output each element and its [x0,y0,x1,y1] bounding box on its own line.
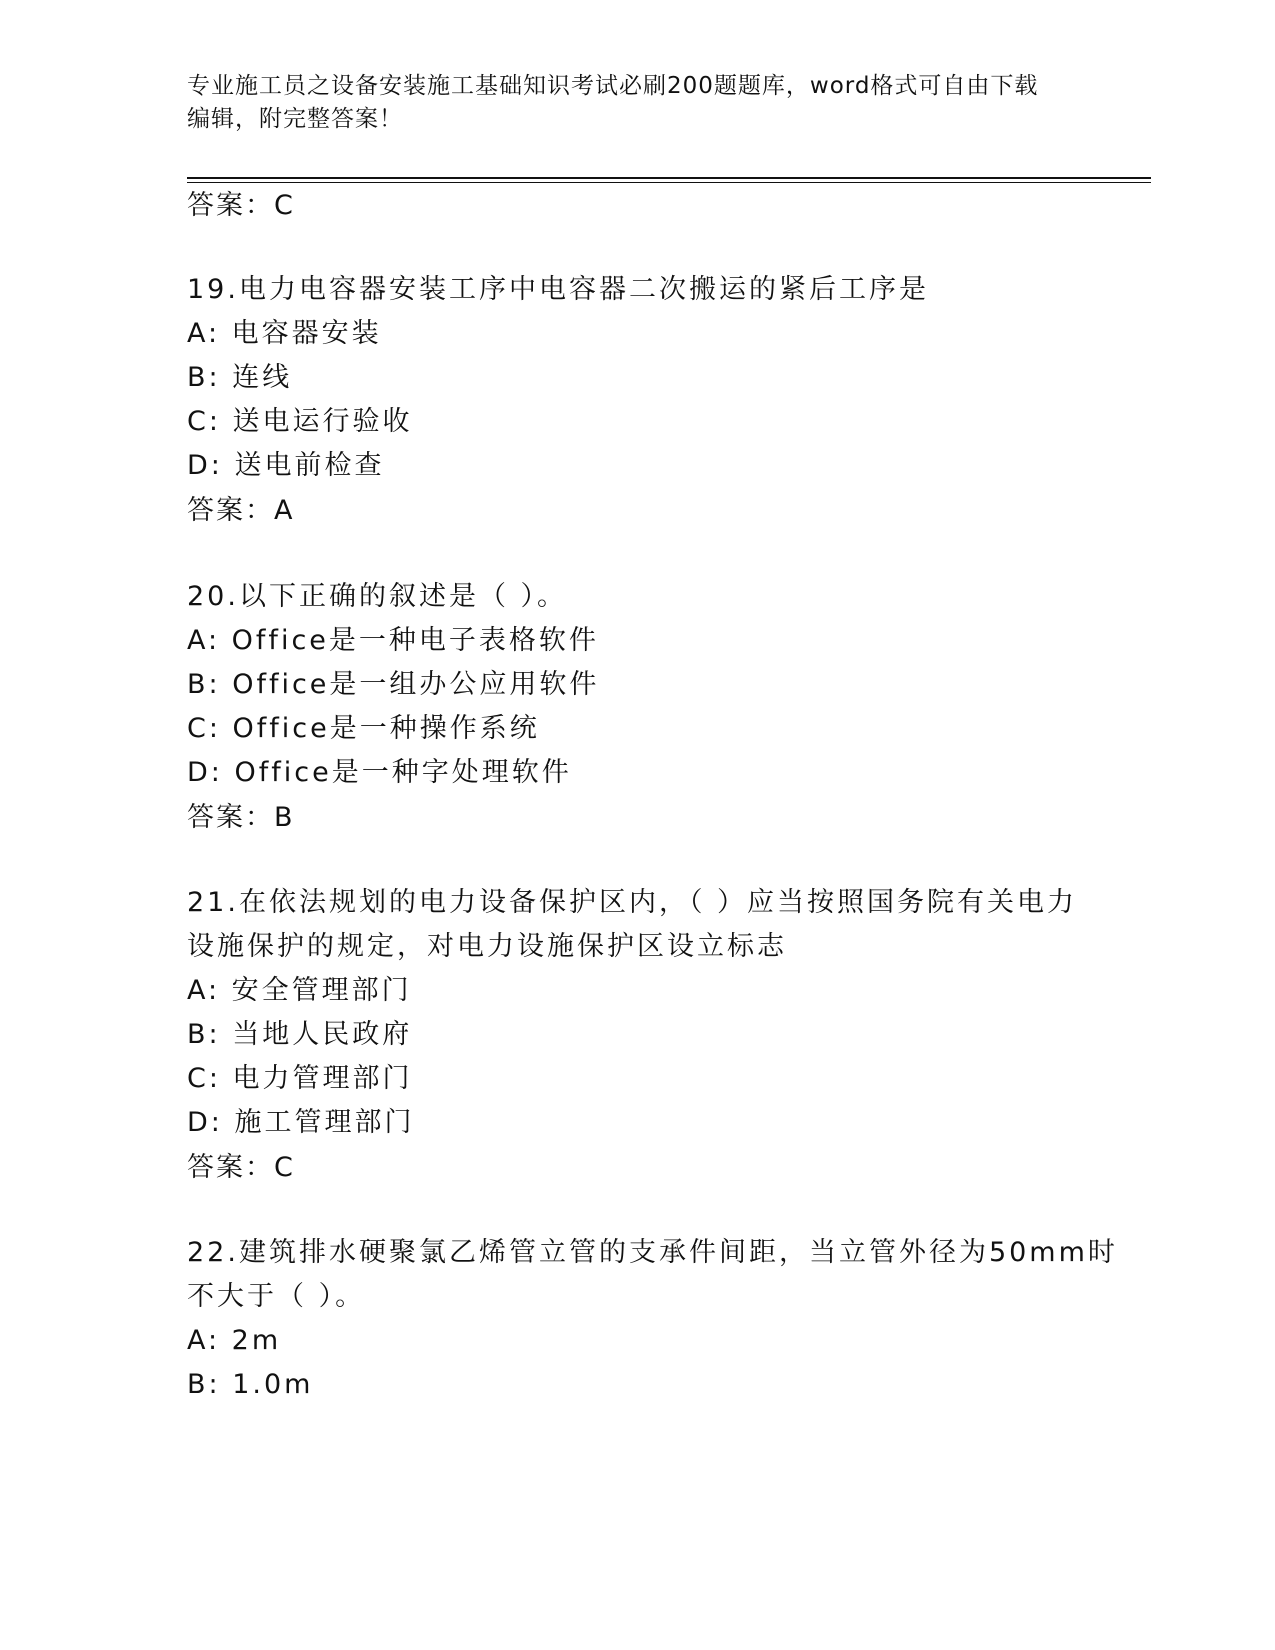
question-20-answer: 答案：B [187,802,295,833]
question-22-option-b: B: 1.0m [187,1369,314,1400]
question-22-option-a: A: 2m [187,1325,282,1356]
question-19-option-c: C: 送电运行验收 [187,406,413,437]
question-22-stem-line-2: 不大于（ ）。 [187,1281,366,1312]
header-line-2: 编辑，附完整答案！ [187,106,403,132]
question-20-option-a: A: Office是一种电子表格软件 [187,625,599,656]
question-21-option-a: A: 安全管理部门 [187,975,412,1006]
question-21-option-b: B: 当地人民政府 [187,1019,413,1050]
question-21-option-d: D: 施工管理部门 [187,1107,415,1138]
question-21-stem-line-1: 21.在依法规划的电力设备保护区内，（ ）应当按照国务院有关电力 [187,887,1078,918]
question-21-option-c: C: 电力管理部门 [187,1063,413,1094]
question-19-answer: 答案：A [187,495,295,526]
header-title [187,70,1077,136]
question-19-option-a: A: 电容器安装 [187,318,382,349]
question-20-option-c: C: Office是一种操作系统 [187,713,540,744]
question-20-option-d: D: Office是一种字处理软件 [187,757,572,788]
header-line-1: 专业施工员之设备安装施工基础知识考试必刷200题题库，word格式可自由下载 [187,73,1039,99]
question-21-answer: 答案：C [187,1152,295,1183]
header-divider-thin [187,182,1151,183]
previous-answer: 答案：C [187,190,295,221]
question-21-stem-line-2: 设施保护的规定，对电力设施保护区设立标志 [187,931,787,962]
question-19-option-b: B: 连线 [187,362,293,393]
question-22-stem-line-1: 22.建筑排水硬聚氯乙烯管立管的支承件间距，当立管外径为50mm时 [187,1237,1118,1268]
question-19-option-d: D: 送电前检查 [187,450,385,481]
header-divider [187,177,1151,179]
question-20-stem: 20.以下正确的叙述是（ ）。 [187,581,568,612]
question-19-stem: 19.电力电容器安装工序中电容器二次搬运的紧后工序是 [187,274,929,305]
question-20-option-b: B: Office是一组办公应用软件 [187,669,600,700]
